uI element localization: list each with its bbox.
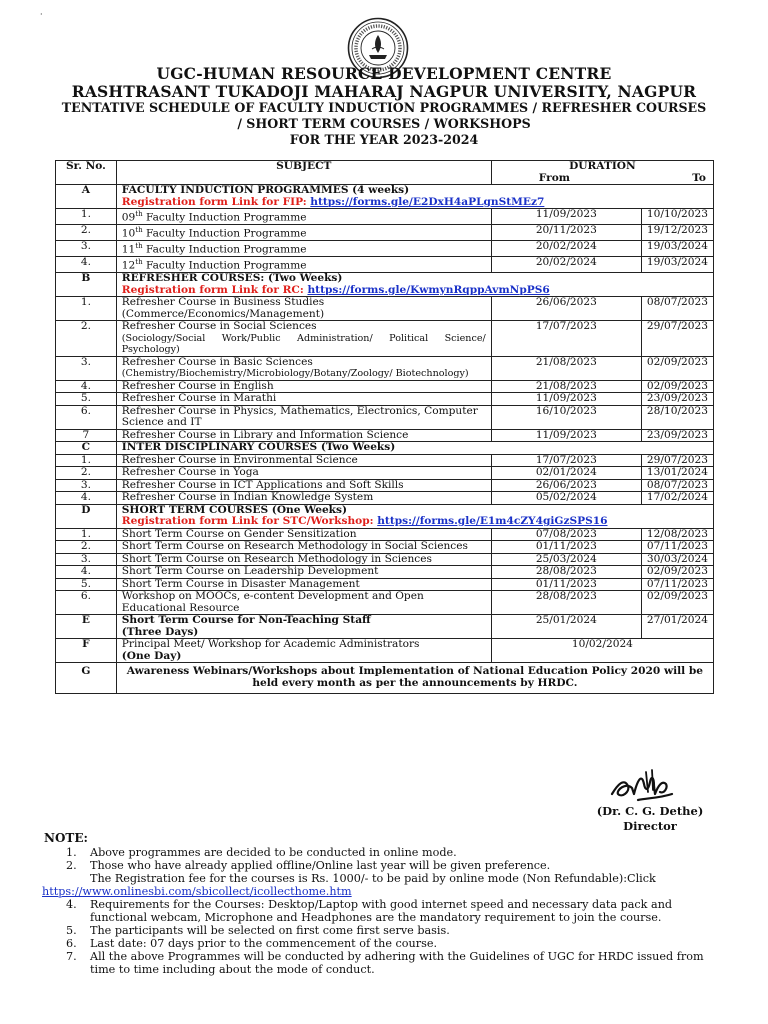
to-date: 23/09/2023 — [641, 429, 713, 442]
to-date: 19/03/2024 — [641, 257, 713, 273]
note-text: Requirements for the Courses: Desktop/Laptop with good internet speed and necessary data pack and functional webcam, Microphone and Headphones are the mandatory requirement to join the course. — [90, 898, 673, 924]
from-label: From — [538, 171, 570, 184]
row-number: 2. — [56, 225, 117, 241]
course-subjects: (Chemistry/Biochemistry/Microbiology/Botany/Zoology/ Biotechnology) — [121, 368, 469, 380]
from-date: 11/09/2023 — [491, 393, 641, 406]
ordinal-number: 10 — [121, 227, 136, 240]
to-date: 13/01/2024 — [641, 467, 713, 480]
row-subject — [116, 321, 491, 357]
list-item — [66, 846, 726, 859]
table-row — [56, 393, 714, 406]
payment-link[interactable]: https://www.onlinesbi.com/sbicollect/icollecthome.htm — [42, 885, 352, 898]
row-number: 3. — [56, 479, 117, 492]
note-number: 1. — [66, 846, 77, 859]
table-row — [56, 454, 714, 467]
table-row — [56, 356, 714, 380]
row-number: 3. — [56, 241, 117, 257]
notes-title: NOTE: — [44, 831, 88, 845]
schedule-title-cont: / SHORT TERM COURSES / WORKSHOPS — [237, 116, 531, 131]
from-date: 26/06/2023 — [491, 479, 641, 492]
section-title: INTER DISCIPLINARY COURSES (Two Weeks) — [116, 442, 713, 455]
row-number: 6. — [56, 591, 117, 615]
course-name: Principal Meet/ Workshop for Academic Administrators — [121, 638, 420, 651]
signatory — [588, 804, 712, 834]
to-label: To — [692, 171, 706, 184]
list-item — [66, 937, 726, 950]
to-date: 29/07/2023 — [641, 321, 713, 357]
to-date: 29/07/2023 — [641, 454, 713, 467]
centre-title: UGC-HUMAN RESOURCE DEVELOPMENT CENTRE — [156, 64, 612, 83]
programme-name: Faculty Induction Programme — [142, 211, 307, 224]
course-name: Refresher Course in Business Studies — [121, 296, 325, 309]
ordinal-number: 09 — [121, 211, 136, 224]
course-name: Short Term Course on Research Methodology in Social Sciences — [116, 541, 491, 554]
ordinal-suffix: th — [135, 210, 143, 218]
table-row — [56, 492, 714, 505]
course-name: Workshop on MOOCs, e-content Development and Open Educational Resource — [116, 591, 491, 615]
to-date: 23/09/2023 — [641, 393, 713, 406]
row-number: 7 — [56, 429, 117, 442]
table-row — [56, 578, 714, 591]
fip-registration-link[interactable]: https://forms.gle/E2DxH4aPLgnStMEz7 — [310, 195, 545, 208]
to-date: 17/02/2024 — [641, 492, 713, 505]
section-row — [56, 663, 714, 694]
table-row — [56, 380, 714, 393]
programme-name: Faculty Induction Programme — [142, 259, 307, 272]
programme-name: Faculty Induction Programme — [142, 227, 307, 240]
course-name: Refresher Course in Physics, Mathematics, Electronics, Computer Science and IT — [116, 405, 491, 429]
course-name: Short Term Course on Research Methodology in Sciences — [116, 553, 491, 566]
to-date: 19/03/2024 — [641, 241, 713, 257]
table-row — [56, 591, 714, 615]
notes-list — [42, 846, 726, 976]
rc-registration-link[interactable]: https://forms.gle/KwmynRqppAvmNpPS6 — [307, 283, 550, 296]
from-date: 02/01/2024 — [491, 467, 641, 480]
row-number: 2. — [56, 541, 117, 554]
corner-mark: · — [40, 10, 43, 19]
row-number: 4. — [56, 492, 117, 505]
note-number: 4. — [66, 898, 77, 911]
to-date: 07/11/2023 — [641, 578, 713, 591]
course-name: Refresher Course in Library and Information Science — [116, 429, 491, 442]
programme-name: Faculty Induction Programme — [142, 243, 307, 256]
table-row — [56, 528, 714, 541]
from-date: 21/08/2023 — [491, 380, 641, 393]
table-row — [56, 566, 714, 579]
from-date: 07/08/2023 — [491, 528, 641, 541]
row-subject — [116, 257, 491, 273]
section-title: FACULTY INDUCTION PROGRAMMES (4 weeks) — [121, 184, 410, 196]
director-signature-icon — [608, 764, 678, 808]
course-name: Refresher Course in Environmental Science — [116, 454, 491, 467]
row-subject — [116, 225, 491, 241]
from-date: 20/11/2023 — [491, 225, 641, 241]
to-date: 28/10/2023 — [641, 405, 713, 429]
list-item — [66, 859, 726, 885]
table-row — [56, 553, 714, 566]
note-number: 5. — [66, 924, 77, 937]
section-label: A — [56, 185, 117, 209]
table-row — [56, 257, 714, 273]
from-date: 17/07/2023 — [491, 454, 641, 467]
note-number: 2. — [66, 859, 77, 872]
to-date: 07/11/2023 — [641, 541, 713, 554]
section-title: REFRESHER COURSES: (Two Weeks) — [121, 272, 343, 285]
course-name: Short Term Course on Gender Sensitization — [116, 528, 491, 541]
course-name: Refresher Course in Yoga — [116, 467, 491, 480]
to-date: 27/01/2024 — [641, 615, 713, 639]
from-date: 28/08/2023 — [491, 566, 641, 579]
to-date: 02/09/2023 — [641, 356, 713, 380]
to-date: 30/03/2024 — [641, 553, 713, 566]
duration-label: DURATION — [569, 160, 636, 172]
from-date: 01/11/2023 — [491, 578, 641, 591]
ordinal-suffix: th — [135, 242, 143, 251]
schedule-table — [55, 160, 714, 694]
ordinal-suffix: th — [135, 258, 143, 267]
course-name: Refresher Course in Indian Knowledge System — [116, 492, 491, 505]
from-date: 21/08/2023 — [491, 356, 641, 380]
row-number: 1. — [56, 297, 117, 321]
ordinal-suffix: th — [135, 226, 143, 235]
table-row — [56, 241, 714, 257]
table-row — [56, 467, 714, 480]
from-date: 05/02/2024 — [491, 492, 641, 505]
ordinal-number: 12 — [121, 259, 136, 272]
course-name: Refresher Course in Basic Sciences — [121, 355, 313, 368]
nep-announcement: Awareness Webinars/Workshops about Implementation of National Education Policy 2020 will be held every month as per the announcements by HRDC. — [116, 663, 713, 694]
section-row — [56, 273, 714, 297]
to-date: 08/07/2023 — [641, 297, 713, 321]
row-number: 2. — [56, 467, 117, 480]
note-number: 6. — [66, 937, 77, 950]
schedule-year: FOR THE YEAR 2023-2024 — [289, 132, 479, 147]
table-row — [56, 541, 714, 554]
col-subject: SUBJECT — [116, 161, 491, 185]
table-row — [56, 321, 714, 357]
row-number: 1. — [56, 209, 117, 225]
course-name: Refresher Course in English — [116, 380, 491, 393]
section-title: SHORT TERM COURSES (One Weeks) — [121, 503, 348, 516]
course-subjects: (Commerce/Economics/Management) — [121, 307, 325, 320]
section-label: G — [56, 663, 117, 694]
university-title: RASHTRASANT TUKADOJI MAHARAJ NAGPUR UNIVERSITY, NAGPUR — [71, 82, 697, 101]
course-name: Short Term Course on Leadership Development — [116, 566, 491, 579]
row-number: 4. — [56, 566, 117, 579]
section-label: C — [56, 442, 117, 455]
row-subject — [116, 297, 491, 321]
stc-registration-link[interactable]: https://forms.gle/E1m4cZY4giGzSPS16 — [377, 515, 608, 528]
note-text: Those who have already applied offline/Online last year will be given preference. — [90, 859, 551, 872]
note-text-fee: The Registration fee for the courses is Rs. 1000/- to be paid by online mode (Non Refundable):Click — [90, 872, 656, 885]
col-srno: Sr. No. — [56, 161, 117, 185]
row-number: 5. — [56, 578, 117, 591]
from-date: 11/09/2023 — [491, 429, 641, 442]
section-row — [56, 615, 714, 639]
row-subject — [116, 356, 491, 380]
course-name: Short Term Course for Non-Teaching Staff — [121, 614, 371, 627]
registration-text: Registration form Link for RC: — [121, 283, 308, 296]
table-row — [56, 405, 714, 429]
from-date: 28/08/2023 — [491, 591, 641, 615]
section-label: F — [56, 639, 117, 663]
section-label: E — [56, 615, 117, 639]
from-date: 20/02/2024 — [491, 257, 641, 273]
from-date: 01/11/2023 — [491, 541, 641, 554]
list-item — [66, 924, 726, 937]
course-name: Refresher Course in ICT Applications and Soft Skills — [116, 479, 491, 492]
course-name: Refresher Course in Marathi — [116, 393, 491, 406]
section-row — [56, 639, 714, 663]
row-number: 6. — [56, 405, 117, 429]
to-date: 02/09/2023 — [641, 380, 713, 393]
table-row — [56, 297, 714, 321]
director-name: (Dr. C. G. Dethe) — [596, 804, 704, 818]
table-row — [56, 225, 714, 241]
registration-text: Registration form Link for STC/Workshop: — [121, 515, 378, 528]
section-label: D — [56, 504, 117, 528]
section-row — [56, 442, 714, 455]
from-date: 20/02/2024 — [491, 241, 641, 257]
table-row — [56, 209, 714, 225]
registration-text: Registration form Link for FIP: — [121, 195, 311, 208]
list-item — [66, 950, 726, 976]
row-number: 3. — [56, 356, 117, 380]
from-date: 26/06/2023 — [491, 297, 641, 321]
from-date: 25/01/2024 — [491, 615, 641, 639]
row-number: 4. — [56, 257, 117, 273]
director-title: Director — [623, 819, 677, 833]
row-number: 1. — [56, 528, 117, 541]
course-subjects: (Sociology/Social Work/Public Administration/ Political Science/ Psychology) — [121, 332, 486, 356]
table-row — [56, 479, 714, 492]
note-text: The participants will be selected on first come first serve basis. — [90, 924, 450, 937]
row-number: 1. — [56, 454, 117, 467]
note-text: Last date: 07 days prior to the commencement of the course. — [90, 937, 437, 950]
from-date: 25/03/2024 — [491, 553, 641, 566]
row-number: 2. — [56, 321, 117, 357]
from-date: 17/07/2023 — [491, 321, 641, 357]
to-date: 02/09/2023 — [641, 591, 713, 615]
row-number: 5. — [56, 393, 117, 406]
row-subject — [116, 241, 491, 257]
to-date: 12/08/2023 — [641, 528, 713, 541]
row-number: 4. — [56, 380, 117, 393]
col-duration — [491, 161, 713, 185]
to-date: 19/12/2023 — [641, 225, 713, 241]
list-item — [42, 885, 726, 898]
from-date: 11/09/2023 — [491, 209, 641, 225]
table-header-row — [56, 161, 714, 185]
course-name: Short Term Course in Disaster Management — [116, 578, 491, 591]
event-date: 10/02/2024 — [491, 639, 713, 663]
section-row — [56, 185, 714, 209]
section-label: B — [56, 273, 117, 297]
schedule-title: TENTATIVE SCHEDULE OF FACULTY INDUCTION PROGRAMMES / REFRESHER COURSES — [61, 100, 707, 115]
course-duration: (One Day) — [121, 649, 182, 662]
list-item — [66, 898, 726, 924]
section-row — [56, 504, 714, 528]
row-number: 3. — [56, 553, 117, 566]
to-date: 10/10/2023 — [641, 209, 713, 225]
note-number: 7. — [66, 950, 77, 963]
ordinal-number: 11 — [121, 243, 136, 256]
row-subject — [116, 209, 491, 225]
to-date: 08/07/2023 — [641, 479, 713, 492]
from-date: 16/10/2023 — [491, 405, 641, 429]
to-date: 02/09/2023 — [641, 566, 713, 579]
course-duration: (Three Days) — [121, 625, 199, 638]
course-name: Refresher Course in Social Sciences — [121, 320, 317, 333]
note-text: Above programmes are decided to be conducted in online mode. — [90, 846, 457, 859]
note-text: All the above Programmes will be conducted by adhering with the Guidelines of UGC for HRDC issued from time to time including about the mode of conduct. — [90, 950, 704, 976]
table-row — [56, 429, 714, 442]
